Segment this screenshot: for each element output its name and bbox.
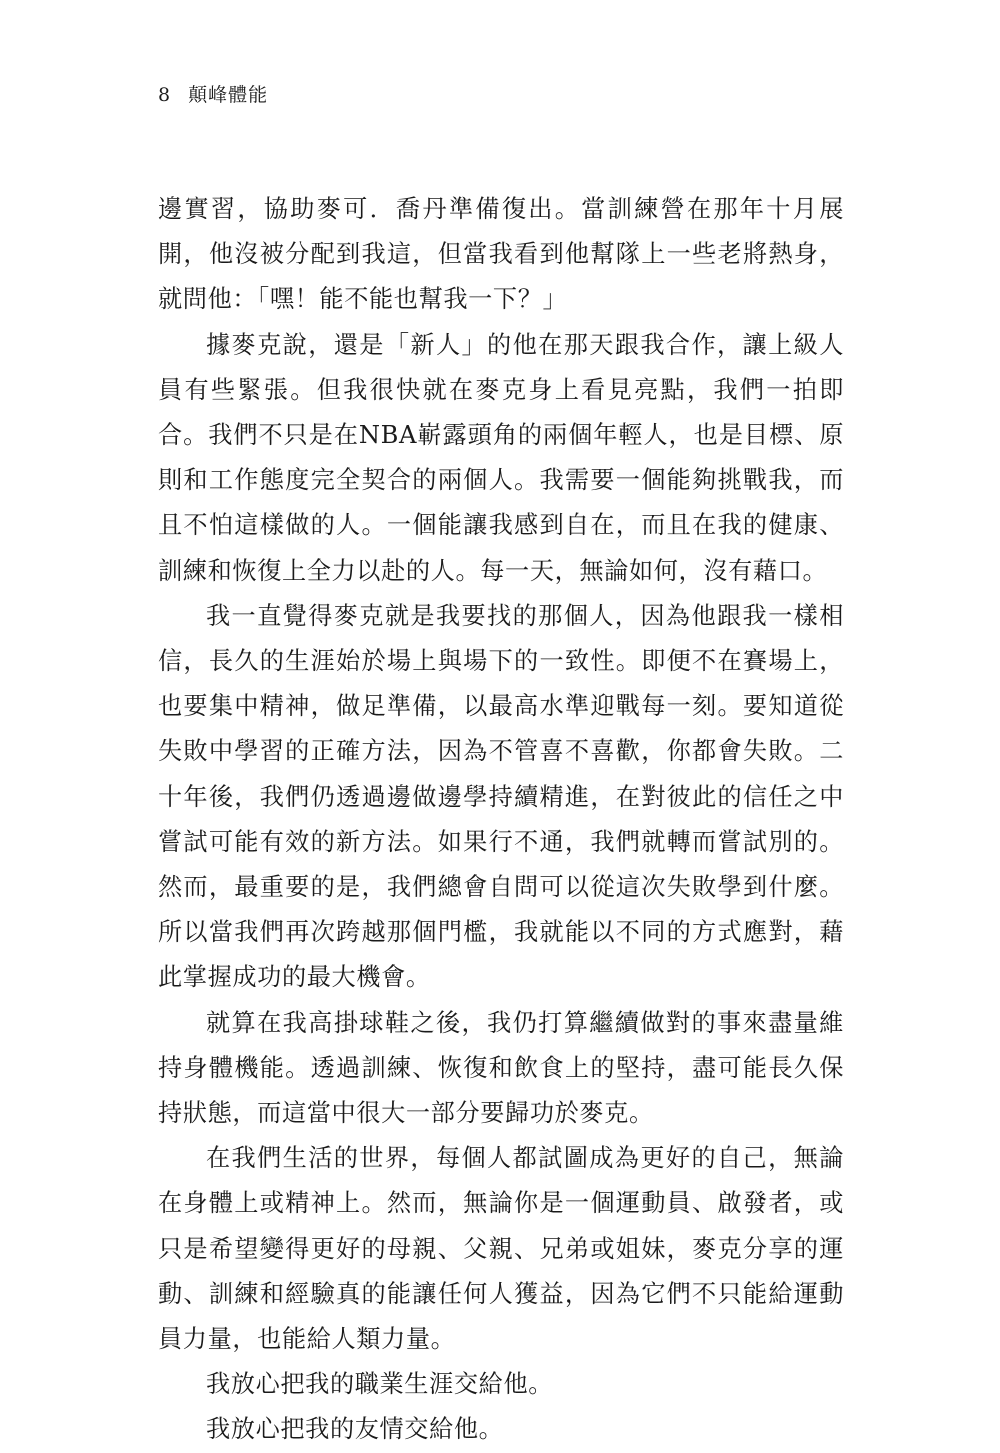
- page-number: 8: [158, 84, 172, 106]
- paragraph: 據麥克說，還是「新人」的他在那天跟我合作，讓上級人員有些緊張。但我很快就在麥克身上看見亮點，我們一拍即合。我們不只是在NBA嶄露頭角的兩個年輕人，也是目標、原則和工作態度完全契合的兩個人。我需要一個能夠挑戰我，而且不怕這樣做的人。一個能讓我感到自在，而且在我的健康、訓練和恢復上全力以赴的人。每一天，無論如何，沒有藉口。: [158, 330, 844, 585]
- running-header: [158, 80, 268, 107]
- paragraph: 我放心把我的友情交給他。: [206, 1415, 504, 1444]
- paragraph: 就算在我高掛球鞋之後，我仍打算繼續做對的事來盡量維持身體機能。透過訓練、恢復和飲食上的堅持，盡可能長久保持狀態，而這當中很大一部分要歸功於麥克。: [158, 1008, 844, 1128]
- paragraph: 在我們生活的世界，每個人都試圖成為更好的自己，無論在身體上或精神上。然而，無論你是一個運動員、啟發者，或只是希望變得更好的母親、父親、兄弟或姐妹，麥克分享的運動、訓練和經驗真的能讓任何人獲益，因為它們不只能給運動員力量，也能給人類力量。: [158, 1144, 844, 1354]
- paragraph: 我一直覺得麥克就是我要找的那個人，因為他跟我一樣相信，長久的生涯始於場上與場下的一致性。即便不在賽場上，也要集中精神，做足準備，以最高水準迎戰每一刻。要知道從失敗中學習的正確方法，因為不管喜不喜歡，你都會失敗。二十年後，我們仍透過邊做邊學持續精進，在對彼此的信任之中嘗試可能有效的新方法。如果行不通，我們就轉而嘗試別的。然而，最重要的是，我們總會自問可以從這次失敗學到什麼。所以當我們再次跨越那個門檻，我就能以不同的方式應對，藉此掌握成功的最大機會。: [158, 601, 844, 992]
- book-title: 顛峰體能: [188, 84, 269, 106]
- paragraph: 我放心把我的職業生涯交給他。: [206, 1370, 554, 1399]
- body-text: [158, 187, 844, 1453]
- paragraph: 邊實習，協助麥可．喬丹準備復出。當訓練營在那年十月展開，他沒被分配到我這，但當我看到他幫隊上一些老將熱身，就問他：「嘿！能不能也幫我一下？」: [158, 195, 844, 314]
